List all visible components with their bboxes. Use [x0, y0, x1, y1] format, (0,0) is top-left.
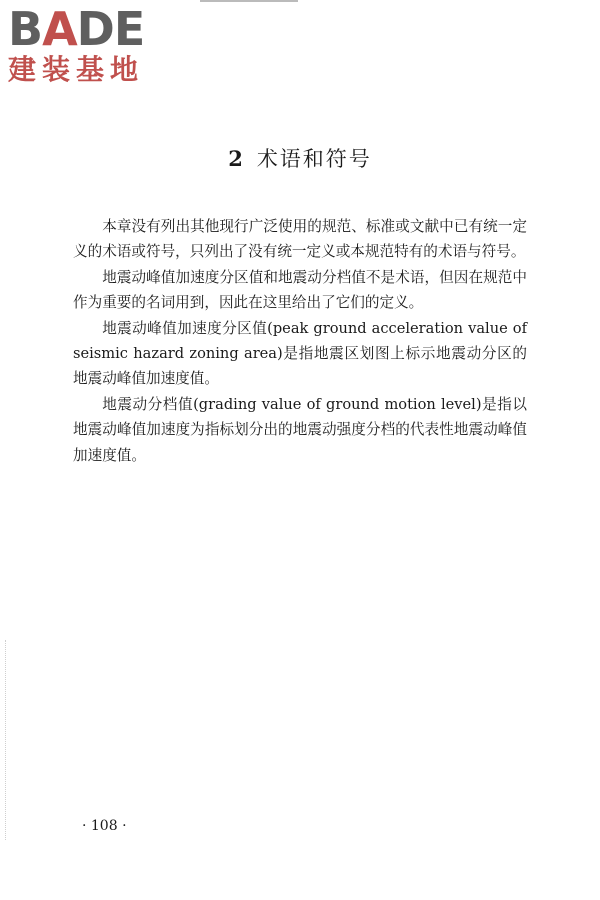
page-number: · 108 ·: [82, 818, 127, 834]
paragraph: 本章没有列出其他现行广泛使用的规范、标准或文献中已有统一定义的术语或符号，只列出了没有统一定义或本规范特有的术语与符号。: [73, 218, 527, 261]
body-text: [73, 214, 527, 468]
logo-subtitle: 建装基地: [8, 53, 145, 86]
scan-edge-marks: [5, 640, 7, 840]
chapter-heading: [0, 143, 600, 173]
bade-logo: [8, 4, 178, 94]
paragraph: 地震动分档值(grading value of ground motion level)是指以地震动峰值加速度为指标划分出的地震动强度分档的代表性地震动峰值加速度值。: [73, 395, 527, 464]
logo-wordmark: BADE: [8, 2, 145, 56]
top-rule: [200, 0, 298, 2]
paragraph: 地震动峰值加速度分区值和地震动分档值不是术语，但因在规范中作为重要的名词用到，因此在这里给出了它们的定义。: [73, 268, 527, 312]
chapter-title: 术语和符号: [256, 147, 372, 171]
chapter-number: 2: [228, 146, 245, 171]
paragraph: 地震动峰值加速度分区值(peak ground acceleration value of seismic hazard zoning area)是指地震区划图上标示地震动分区的地震动峰值加速度值。: [73, 319, 527, 388]
